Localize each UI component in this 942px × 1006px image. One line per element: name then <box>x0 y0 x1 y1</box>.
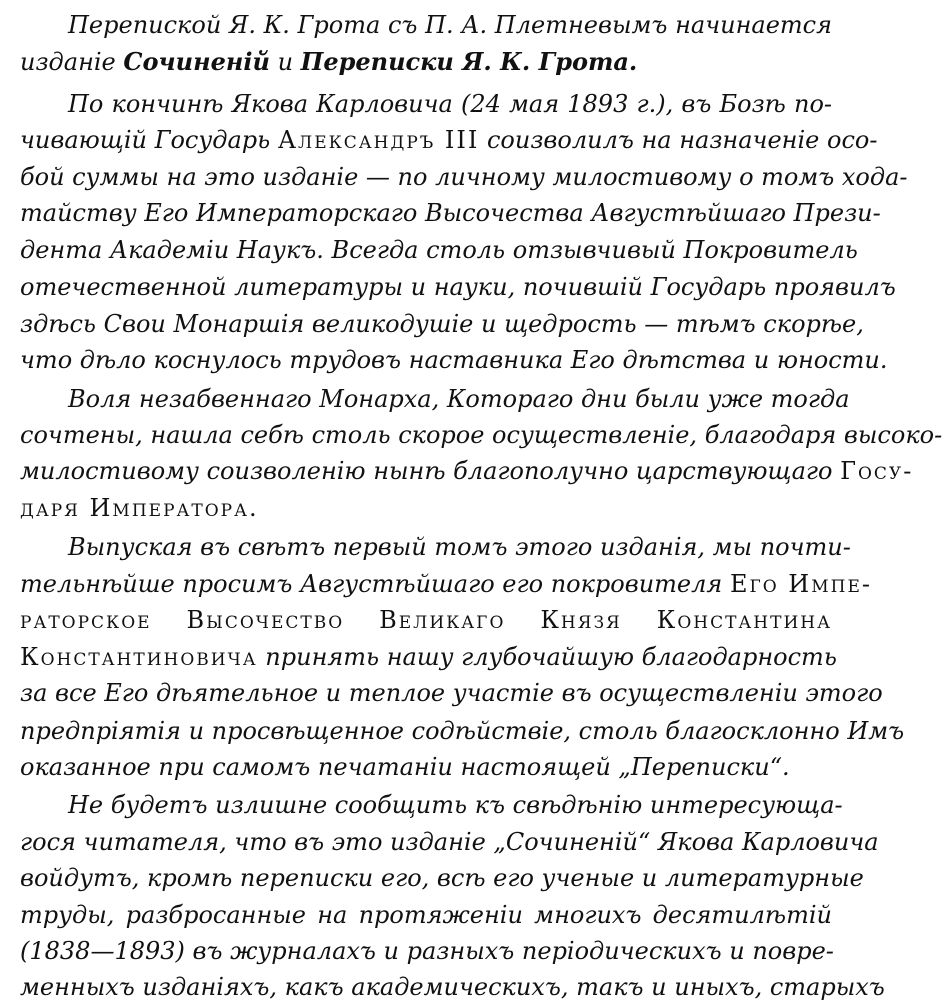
text-line <box>20 341 888 379</box>
bold-title-text: Сочиненій <box>123 47 270 76</box>
text-run: милостивому соизволенію нынѣ благополучно царствующаго <box>20 457 841 485</box>
text-line <box>20 452 914 490</box>
text-line <box>20 748 832 786</box>
text-run: что дѣло коснулось трудовъ наставника Его дѣтства и юности. <box>20 346 888 374</box>
text-run: гося читателя, что въ это изданіе „Сочиненій“ Якова Карловича <box>20 828 879 856</box>
text-run: По кончинѣ Якова Карловича (24 мая 1893 г.), въ Бозѣ по- <box>68 90 832 118</box>
text-line <box>20 268 896 306</box>
text-run: дента Академіи Наукъ. Всегда столь отзывчивый Покровитель <box>20 236 858 264</box>
text-run: оказанное при самомъ печатаніи настоящей „Переписки“. <box>20 753 790 781</box>
bold-title-text: Переписки Я. К. Грота. <box>300 47 638 76</box>
text-run: тельнѣйше просимъ Августѣйшаго его покровителя <box>20 570 730 598</box>
small-caps-text: раторское Высочество Великаго Князя Константина <box>20 606 832 634</box>
text-line <box>68 528 851 566</box>
text-line <box>20 158 908 196</box>
text-run: (1838—1893) въ журналахъ и разныхъ періодическихъ и повре- <box>20 937 834 965</box>
text-run: отечественной литературы и науки, почившій Государь проявилъ <box>20 273 896 301</box>
text-run: Выпуская въ свѣтъ первый томъ этого изданія, мы почти- <box>68 533 851 561</box>
text-line <box>20 932 832 970</box>
text-line <box>20 565 872 603</box>
text-line <box>20 416 942 454</box>
text-run: менныхъ изданіяхъ, какъ академическихъ, такъ и иныхъ, старыхъ <box>20 973 885 1001</box>
text-line <box>20 121 878 159</box>
text-run: соизволилъ на назначеніе осо- <box>479 126 878 154</box>
text-run: за все Его дѣятельное и теплое участіе въ осуществленіи этого <box>20 679 883 707</box>
text-run: изданіе <box>20 48 124 76</box>
text-run: тайству Его Императорскаго Высочества Августѣйшаго Прези- <box>20 199 881 227</box>
text-run: принять нашу глубочайшую благодарность <box>257 643 837 671</box>
text-run: здѣсь Свои Монаршія великодушіе и щедрость — тѣмъ скорѣе, <box>20 310 864 338</box>
text-run: предпріятія и просвѣщенное содѣйствіе, столь благосклонно Имъ <box>20 717 905 745</box>
text-line <box>68 85 832 123</box>
text-run: чивающій Государь <box>20 126 278 154</box>
text-line <box>20 638 837 676</box>
text-line <box>20 43 832 81</box>
text-run: и <box>269 48 301 76</box>
text-line <box>20 968 885 1006</box>
text-run: Не будетъ излишне сообщить къ свѣдѣнію интересующа- <box>68 791 843 819</box>
text-run: бой суммы на это изданіе — по личному милостивому о томъ хода- <box>20 163 908 191</box>
text-run: сочтены, нашла себѣ столь скорое осуществленіе, благодаря высоко- <box>20 421 942 449</box>
small-caps-text: даря Императора. <box>20 494 259 522</box>
text-line <box>20 194 881 232</box>
text-run: труды, разбросанные на протяженіи многихъ десятилѣтій <box>20 901 832 929</box>
small-caps-text: Константиновича <box>20 643 258 671</box>
small-caps-text: Госу- <box>840 457 914 485</box>
text-line <box>20 305 864 343</box>
text-line <box>20 601 832 639</box>
text-line <box>20 489 832 527</box>
text-line <box>20 674 883 712</box>
text-line <box>20 859 864 897</box>
text-line <box>20 231 858 269</box>
text-line <box>68 6 832 44</box>
small-caps-text: Александръ III <box>277 126 480 154</box>
text-line <box>68 380 850 418</box>
text-line <box>20 823 879 861</box>
text-run: Перепиской Я. К. Грота съ П. А. Плетневымъ начинается <box>68 11 832 39</box>
text-line <box>20 712 905 750</box>
text-run: Воля незабвеннаго Монарха, Котораго дни были уже тогда <box>68 385 850 413</box>
small-caps-text: Его Импе- <box>729 570 872 598</box>
text-run: войдутъ, кромѣ переписки его, всѣ его ученые и литературные <box>20 864 864 892</box>
text-line <box>68 786 843 824</box>
text-line <box>20 896 832 934</box>
